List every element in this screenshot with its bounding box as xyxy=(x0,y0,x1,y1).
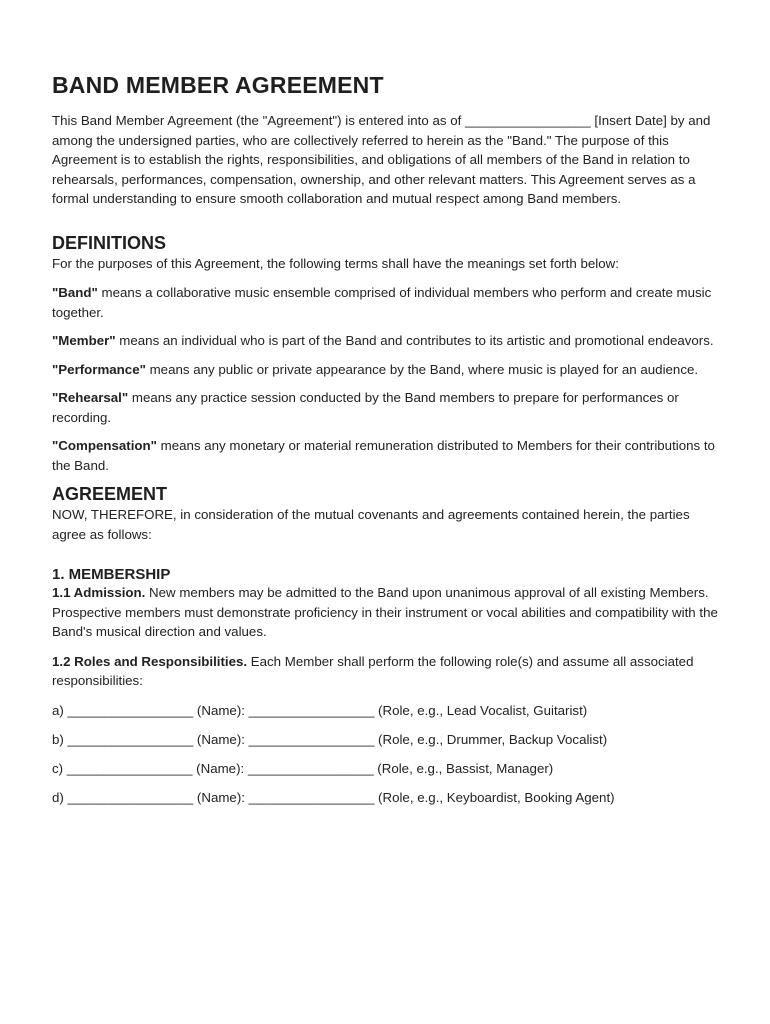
definition-term: "Rehearsal" xyxy=(52,390,129,405)
definition-text: means any monetary or material remuneration distributed to Members for their contributions to the Band. xyxy=(52,438,715,473)
clause-label: 1.1 Admission. xyxy=(52,585,146,600)
definitions-heading: DEFINITIONS xyxy=(52,232,167,253)
definition-text: means an individual who is part of the Band and contributes to its artistic and promotional endeavors. xyxy=(115,333,714,348)
agreement-paragraph: NOW, THEREFORE, in consideration of the mutual covenants and agreements contained herein, the parties agree as follows: xyxy=(52,507,690,542)
role-line-d: d) _________________ (Name): _________________ (Role, e.g., Keyboardist, Booking Agent) xyxy=(52,789,615,805)
definition-term: "Performance" xyxy=(52,361,146,377)
document-title: BAND MEMBER AGREEMENT xyxy=(52,72,384,98)
definition-item-rehearsal xyxy=(52,388,718,427)
clause-text: New members may be admitted to the Band upon unanimous approval of all existing Members. Prospective members must demonstrate proficiency in their instrument or vocal abilities and compatibility with the Band's musical direction and values. xyxy=(52,585,718,639)
clause-admission xyxy=(52,583,718,642)
role-line-c: c) _________________ (Name): _________________ (Role, e.g., Bassist, Manager) xyxy=(52,760,554,776)
definition-item-band xyxy=(52,283,718,322)
definition-item-performance xyxy=(52,360,718,380)
role-line-b: b) _________________ (Name): _________________ (Role, e.g., Drummer, Backup Vocalist) xyxy=(52,731,608,747)
definition-text: means a collaborative music ensemble comprised of individual members who perform and create music together. xyxy=(52,285,712,320)
definition-term: "Compensation" xyxy=(52,438,157,453)
membership-heading: 1. MEMBERSHIP xyxy=(52,566,171,583)
clause-roles xyxy=(52,652,718,691)
definition-term: "Band" xyxy=(52,285,98,300)
definitions-lead: For the purposes of this Agreement, the following terms shall have the meanings set forth below: xyxy=(52,255,619,271)
definition-text: means any practice session conducted by the Band members to prepare for performances or recording. xyxy=(52,390,679,425)
clause-text: Each Member shall perform the following role(s) and assume all associated responsibilities: xyxy=(52,653,694,688)
definition-item-member xyxy=(52,331,718,351)
clause-label: 1.2 Roles and Responsibilities. xyxy=(52,653,248,669)
definition-text: means any public or private appearance by the Band, where music is played for an audience. xyxy=(145,361,699,377)
definition-term: "Member" xyxy=(52,333,116,348)
role-line-a: a) _________________ (Name): _________________ (Role, e.g., Lead Vocalist, Guitarist) xyxy=(52,702,588,718)
agreement-heading: AGREEMENT xyxy=(52,484,168,504)
intro-paragraph: This Band Member Agreement (the "Agreement") is entered into as of _________________ [Insert Date] by and among the undersigned parties, who are collectively referred to herein as the "Band." The purpose of this Agreement is to establish the rights, responsibilities, and obligations of all members of the Band in relation to rehearsals, performances, compensation, ownership, and other relevant matters. This Agreement serves as a formal understanding to ensure smooth collaboration and mutual respect among Band members. xyxy=(52,113,711,206)
definition-item-compensation xyxy=(52,436,718,475)
